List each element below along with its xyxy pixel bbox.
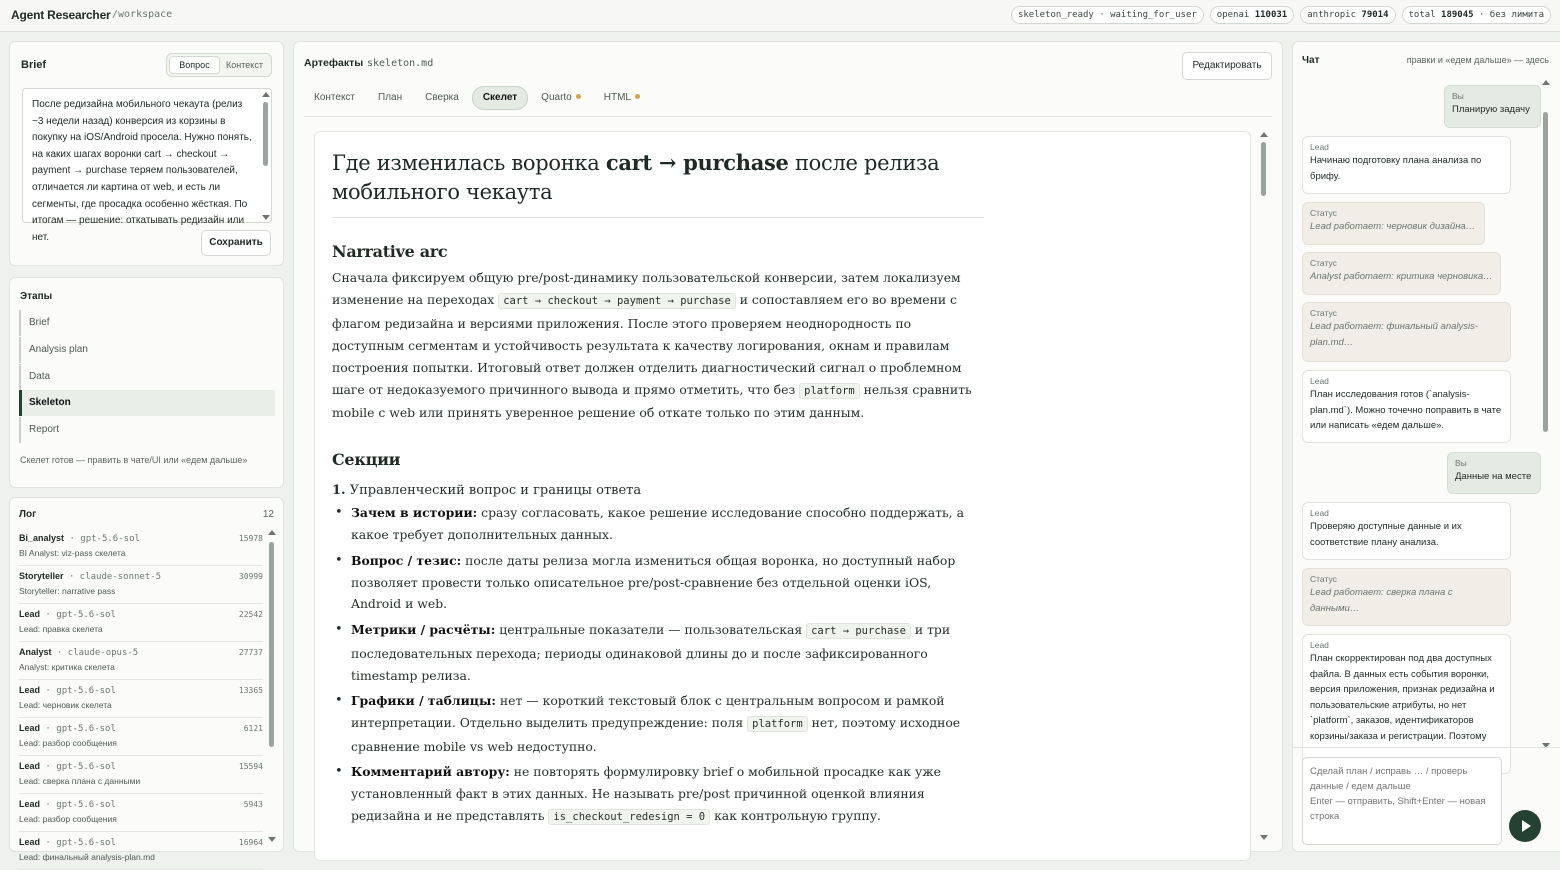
document-viewer[interactable] <box>314 131 1251 861</box>
bullet-item: • Вопрос / тезис: после даты релиза могла измениться общая воронка, но доступный набор позволяет провести только описательное pre/post-сравнение без отдельной оценки iOS, Android и web. <box>332 550 984 616</box>
log-panel <box>9 497 284 862</box>
log-model: gpt-5.6-sol <box>80 534 140 544</box>
status-chips <box>1011 6 1551 24</box>
log-description: Lead: черновик скелета <box>19 700 112 710</box>
tab-skeleton[interactable]: Скелет <box>472 86 528 110</box>
scroll-up-icon[interactable] <box>262 92 270 97</box>
chat-message-lead: Lead Начинаю подготовку плана анализа по брифу. <box>1302 136 1511 194</box>
log-description: Lead: разбор сообщения <box>19 738 117 748</box>
chat-input-divider <box>1293 747 1560 748</box>
scroll-down-icon[interactable] <box>262 215 270 220</box>
document-scrollbar[interactable] <box>1260 132 1268 840</box>
chat-input[interactable] <box>1302 757 1502 845</box>
document-content <box>332 148 984 833</box>
log-description: BI Analyst: viz-pass скелета <box>19 548 126 558</box>
stages-title: Этапы <box>20 291 53 302</box>
bullet-item: • Метрики / расчёты: центральные показатели — пользовательская cart → purchase и три последовательных перехода; периоды одинаковой длины до и после зафиксированного timestamp релиза. <box>332 619 984 687</box>
bullet-item: • Комментарий автору: не повторять формулировку brief о мобильной просадке как уже установленный факт в этих данных. Не называть pre/post причинной оценкой влияния редизайна и не представлять is_checkout_redesign = 0 как контрольную группу. <box>332 761 984 829</box>
chat-message-status: Статус Lead работает: финальный analysis-plan.md… <box>1302 302 1511 362</box>
log-model: gpt-5.6-sol <box>56 762 116 772</box>
brief-scrollbar[interactable] <box>262 92 268 220</box>
log-item[interactable]: Lead · gpt-5.6-sol 22542 Lead: правка скелета <box>19 604 263 642</box>
log-model: gpt-5.6-sol <box>56 838 116 848</box>
log-tokens: 6121 <box>243 724 263 733</box>
pending-dot-icon <box>635 94 640 99</box>
chat-message-status: Статус Lead работает: сверка плана с данными… <box>1302 568 1511 626</box>
artifact-tabs <box>304 86 650 110</box>
log-tokens: 22542 <box>238 610 263 619</box>
tab-plan[interactable]: План <box>378 92 403 103</box>
brief-mode-toggle <box>166 53 272 77</box>
tab-quarto[interactable]: Quarto <box>531 86 591 110</box>
stages-panel <box>9 277 284 488</box>
tab-html[interactable]: HTML <box>594 86 650 110</box>
log-list <box>19 528 263 870</box>
log-model: gpt-5.6-sol <box>56 610 116 620</box>
brief-panel <box>9 41 284 266</box>
scroll-thumb[interactable] <box>1261 142 1266 196</box>
tabs-divider <box>304 116 1272 117</box>
chat-scrollbar[interactable] <box>1542 80 1550 748</box>
scroll-up-icon[interactable] <box>1260 132 1268 137</box>
log-tokens: 15978 <box>238 534 263 543</box>
log-item[interactable]: Lead · gpt-5.6-sol 5943 Lead: разбор сообщения <box>19 794 263 832</box>
log-agent: Bi_analyst <box>19 533 65 543</box>
log-description: Analyst: критика скелета <box>19 662 115 672</box>
chat-hint: правки и «едем дальше» — здесь <box>1406 55 1549 65</box>
log-item[interactable]: Storyteller · claude-sonnet-5 30999 Storyteller: narrative pass <box>19 566 263 604</box>
log-count: 12 <box>262 509 274 520</box>
log-agent: Lead <box>19 609 41 619</box>
chat-message-status: Статус Lead работает: черновик дизайна… <box>1302 202 1485 245</box>
log-item[interactable]: Lead · gpt-5.6-sol 13365 Lead: черновик скелета <box>19 680 263 718</box>
pending-dot-icon <box>576 94 581 99</box>
section-bullets <box>332 502 984 829</box>
log-model: gpt-5.6-sol <box>56 686 116 696</box>
stage-report[interactable]: Report <box>19 417 275 443</box>
log-model: gpt-5.6-sol <box>56 724 116 734</box>
log-tokens: 13365 <box>238 686 263 695</box>
chat-message-status: Статус Analyst работает: критика черновика… <box>1302 252 1501 295</box>
log-agent: Storyteller <box>19 571 64 581</box>
app-title: Agent Researcher <box>11 8 111 22</box>
heading-sections: Секции <box>332 450 401 470</box>
chat-panel <box>1292 41 1560 852</box>
top-bar <box>0 0 1560 32</box>
stage-data[interactable]: Data <box>19 364 275 390</box>
tab-reconciliation[interactable]: Сверка <box>425 92 459 103</box>
openai-tokens-badge: openai 110031 <box>1210 6 1294 24</box>
stage-brief[interactable]: Brief <box>19 310 275 336</box>
chat-title: Чат <box>1302 55 1320 66</box>
log-description: Lead: сверка плана с данными <box>19 776 141 786</box>
log-description: Storyteller: narrative pass <box>19 586 116 596</box>
chat-message-user: Вы Планирую задачу <box>1444 85 1541 128</box>
artifacts-panel <box>293 41 1283 852</box>
document-title: Где изменилась воронка cart → purchase после релиза мобильного чекаута <box>332 148 984 218</box>
log-agent: Lead <box>19 723 41 733</box>
tab-context[interactable]: Контекст <box>314 92 356 103</box>
stage-skeleton[interactable]: Skeleton <box>19 390 275 416</box>
log-description: Lead: правка скелета <box>19 624 103 634</box>
log-agent: Lead <box>19 685 41 695</box>
log-description: Lead: разбор сообщения <box>19 814 117 824</box>
scroll-down-icon[interactable] <box>1260 835 1268 840</box>
log-agent: Analyst <box>19 647 52 657</box>
bullet-item: • Графики / таблицы: нет — короткий текстовый блок с центральным вопросом и рамкой интерпретации. Отдельно выделить предупреждение: поля platform нет, поэтому исходное сравнение mobile vs web недоступно. <box>332 690 984 758</box>
tab-question[interactable]: Вопрос <box>169 56 220 74</box>
workspace-path: /workspace <box>112 9 173 20</box>
stage-analysis-plan[interactable]: Analysis plan <box>19 337 275 363</box>
scroll-thumb[interactable] <box>263 102 268 166</box>
heading-narrative-arc: Narrative arc <box>332 242 448 261</box>
send-button[interactable] <box>1509 810 1541 842</box>
artifacts-title: Артефакты <box>304 57 364 69</box>
log-scrollbar[interactable] <box>268 530 276 842</box>
stage-list <box>19 310 275 444</box>
save-button[interactable]: Сохранить <box>201 230 271 256</box>
chat-message-lead: Lead План скорректирован под два доступных файла. В данных есть события воронки, версия приложения, признак редизайна и пользовательские атрибуты, но нет `platform`, заказов, идентификаторов корзины/заказа и регистрации. Поэтому <box>1302 634 1511 774</box>
log-model: gpt-5.6-sol <box>56 800 116 810</box>
chat-message-user: Вы Данные на месте <box>1447 452 1541 494</box>
total-tokens-badge: total 189045 · без лимита <box>1402 6 1551 24</box>
log-tokens: 27737 <box>238 648 263 657</box>
brief-title: Brief <box>21 59 47 71</box>
edit-button[interactable]: Редактировать <box>1182 52 1272 80</box>
artifact-filename: skeleton.md <box>367 58 434 69</box>
chat-message-lead: Lead План исследования готов (`analysis-plan.md`). Можно точечно поправить в чате или написать «едем дальше». <box>1302 370 1511 443</box>
scroll-down-icon[interactable] <box>268 837 276 842</box>
scroll-thumb[interactable] <box>269 542 274 747</box>
pipeline-status-badge: skeleton_ready · waiting_for_user <box>1011 6 1204 24</box>
log-agent: Lead <box>19 799 41 809</box>
log-agent: Lead <box>19 761 41 771</box>
log-model: claude-sonnet-5 <box>79 572 162 582</box>
log-tokens: 15594 <box>238 762 263 771</box>
log-item[interactable]: Lead · gpt-5.6-sol 6121 Lead: разбор сообщения <box>19 718 263 756</box>
bullet-item: • Зачем в истории: сразу согласовать, какое решение исследование способно поддержать, а какое требует дополнительных данных. <box>332 502 984 546</box>
narrative-paragraph: Сначала фиксируем общую pre/post-динамику пользовательской конверсии, затем локализуем изменение на переходах cart → checkout → payment → purchase и сопоставляем его во времени с флагом редизайна и версиями приложения. После этого проверяем неоднородность по доступным сегментам и устойчивость результата к качеству логирования, окнам и правилам построения попытки. Итоговый ответ должен отделить диагностический сигнал о проблемном шаге от недоказуемого причинного вывода и прямо отметить, что без platform нельзя сравнить mobile с web или принять уверенное решение об откате только по этим данным. <box>332 270 972 421</box>
chat-messages[interactable] <box>1293 78 1543 746</box>
log-tokens: 5943 <box>243 800 263 809</box>
log-description: Lead: финальный analysis-plan.md <box>19 852 155 862</box>
log-item[interactable]: Bi_analyst · gpt-5.6-sol 15978 BI Analyst: viz-pass скелета <box>19 528 263 566</box>
log-item[interactable]: Lead · gpt-5.6-sol 15594 Lead: сверка плана с данными <box>19 756 263 794</box>
brief-textarea[interactable]: После редизайна мобильного чекаута (релиз ~3 недели назад) конверсия из корзины в покупку на iOS/Android просела. Нужно понять, на каких шагах воронки cart → checkout → payment → purchase теряем пользователей, отличается ли картина от web, и есть ли сегменты, где просадка особенно жёсткая. По итогам — решение: откатывать редизайн или нет. <box>22 88 272 223</box>
log-model: claude-opus-5 <box>67 648 139 658</box>
anthropic-tokens-badge: anthropic 79014 <box>1300 6 1395 24</box>
log-title: Лог <box>19 509 37 520</box>
tab-context[interactable]: Контекст <box>226 60 263 70</box>
log-agent: Lead <box>19 837 41 847</box>
log-item[interactable]: Analyst · claude-opus-5 27737 Analyst: критика скелета <box>19 642 263 680</box>
section-heading: 1. Управленческий вопрос и границы ответа <box>332 483 642 499</box>
chat-message-lead: Lead Проверяю доступные данные и их соответствие плану анализа. <box>1302 502 1511 560</box>
scroll-up-icon[interactable] <box>1542 80 1550 85</box>
scroll-thumb[interactable] <box>1543 112 1548 432</box>
scroll-up-icon[interactable] <box>268 530 276 535</box>
stages-note: Скелет готов — править в чате/UI или «едем дальше» <box>20 455 248 465</box>
log-item[interactable]: Lead · gpt-5.6-sol 16964 Lead: финальный analysis-plan.md <box>19 832 263 870</box>
log-tokens: 16964 <box>238 838 263 847</box>
log-tokens: 30999 <box>238 572 263 581</box>
